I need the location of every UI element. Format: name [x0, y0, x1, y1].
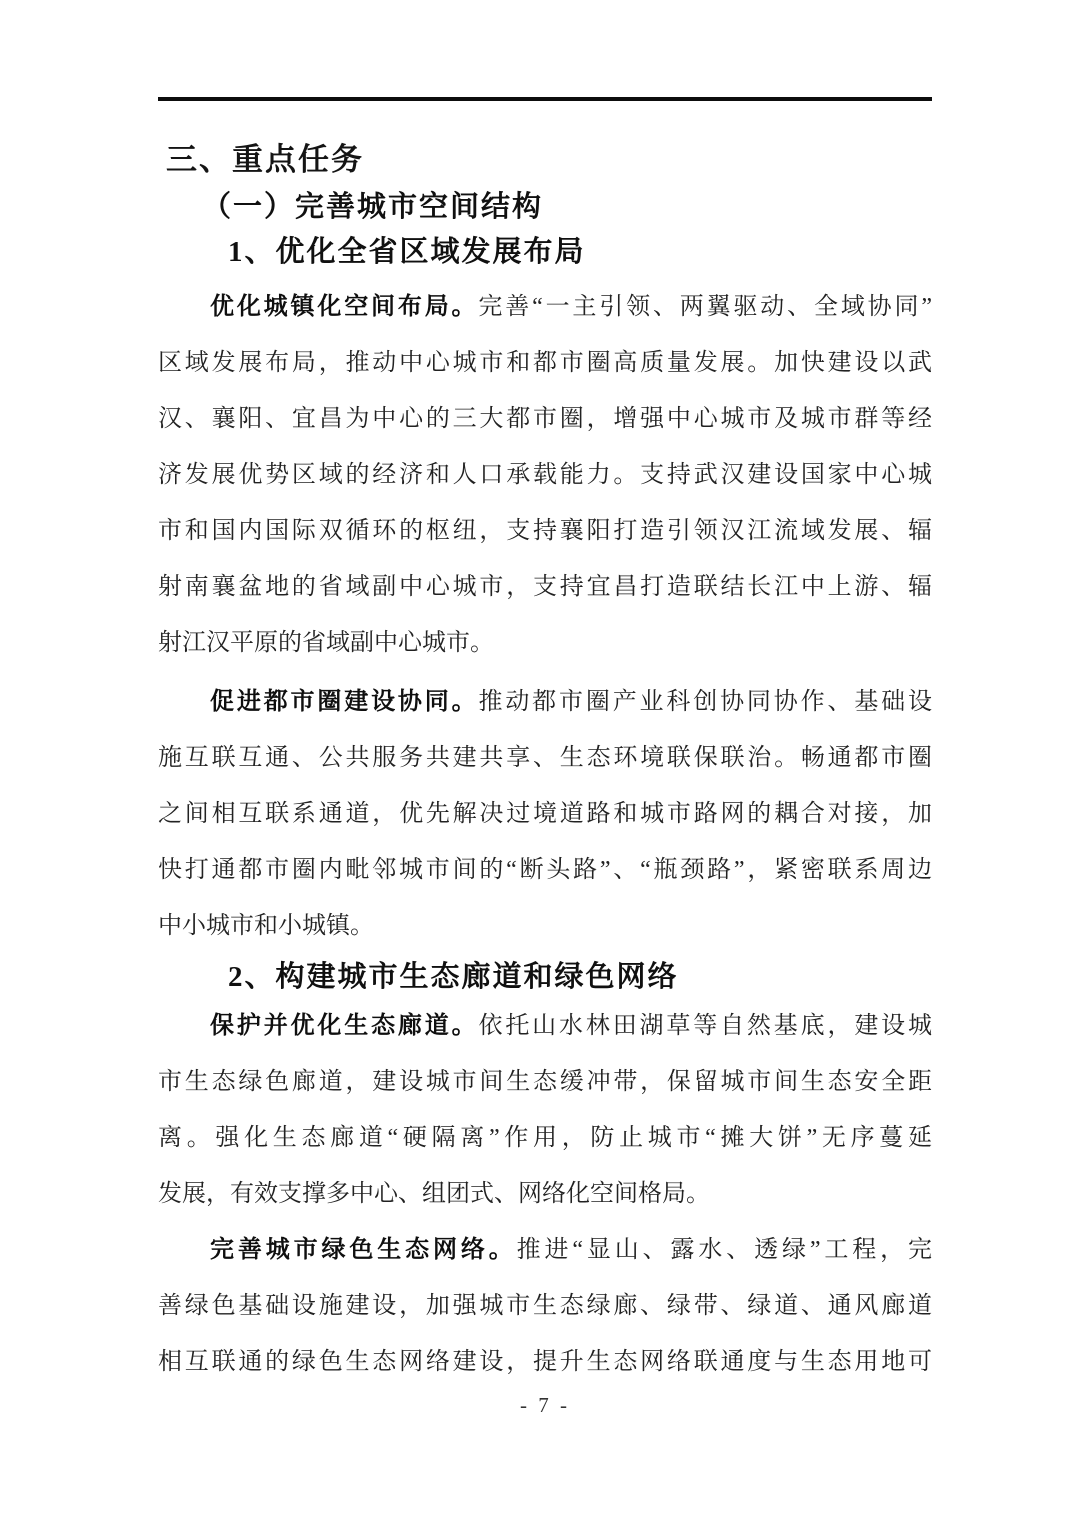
paragraph-line: [158, 279, 932, 335]
paragraph-line: 相互联通的绿色生态网络建设，提升生态网络联通度与生态用地可: [158, 1349, 932, 1375]
paragraph-line: 之间相互联系通道，优先解决过境道路和城市路网的耦合对接，加: [158, 801, 932, 827]
paragraph-text: 完善“一主引领、两翼驱动、全域协同”: [478, 294, 932, 320]
paragraph-line: [158, 998, 932, 1054]
paragraph-line: [158, 1222, 932, 1278]
page-number: - 7 -: [520, 1393, 570, 1417]
header-rule: [158, 97, 932, 101]
paragraph-text: 推进“显山、露水、透绿”工程，完: [516, 1237, 932, 1263]
paragraph-text: 依托山水林田湖草等自然基底，建设城: [478, 1013, 932, 1039]
paragraph-4: [158, 1222, 932, 1390]
paragraph-line: 汉、襄阳、宜昌为中心的三大都市圈，增强中心城市及城市群等经: [158, 406, 932, 432]
numbered-heading-1: 1、优化全省区域发展布局: [228, 236, 586, 268]
paragraph-line: 善绿色基础设施建设，加强城市生态绿廊、绿带、绿道、通风廊道: [158, 1293, 932, 1319]
paragraph-lead: 优化城镇化空间布局。: [210, 294, 479, 320]
paragraph-line: [158, 674, 932, 730]
paragraph-line: 射南襄盆地的省域副中心城市，支持宜昌打造联结长江中上游、辐: [158, 574, 932, 600]
paragraph-text: 推动都市圈产业科创协同协作、基础设: [478, 689, 932, 715]
paragraph-3: [158, 998, 932, 1222]
paragraph-line: 市生态绿色廊道，建设城市间生态缓冲带，保留城市间生态安全距: [158, 1069, 932, 1095]
paragraph-1: [158, 279, 932, 671]
paragraph-line: 发展，有效支撑多中心、组团式、网络化空间格局。: [158, 1181, 710, 1207]
paragraph-2: [158, 674, 932, 954]
numbered-heading-2: 2、构建城市生态廊道和绿色网络: [228, 961, 679, 993]
paragraph-line: 射江汉平原的省域副中心城市。: [158, 630, 494, 656]
paragraph-line: 中小城市和小城镇。: [158, 913, 374, 939]
paragraph-line: 市和国内国际双循环的枢纽，支持襄阳打造引领汉江流域发展、辐: [158, 518, 932, 544]
paragraph-line: 施互联互通、公共服务共建共享、生态环境联保联治。畅通都市圈: [158, 745, 932, 771]
paragraph-line: 区域发展布局，推动中心城市和都市圈高质量发展。加快建设以武: [158, 350, 932, 376]
paragraph-line: 离。强化生态廊道“硬隔离”作用，防止城市“摊大饼”无序蔓延: [158, 1125, 932, 1151]
document-body: [158, 130, 932, 1418]
section-heading: 三、重点任务: [166, 142, 364, 177]
subsection-heading: （一）完善城市空间结构: [202, 191, 544, 223]
paragraph-line: 快打通都市圈内毗邻城市间的“断头路”、“瓶颈路”，紧密联系周边: [158, 857, 932, 883]
paragraph-lead: 完善城市绿色生态网络。: [210, 1237, 517, 1263]
paragraph-line: 济发展优势区域的经济和人口承载能力。支持武汉建设国家中心城: [158, 462, 932, 488]
paragraph-lead: 促进都市圈建设协同。: [210, 689, 479, 715]
paragraph-lead: 保护并优化生态廊道。: [210, 1013, 479, 1039]
